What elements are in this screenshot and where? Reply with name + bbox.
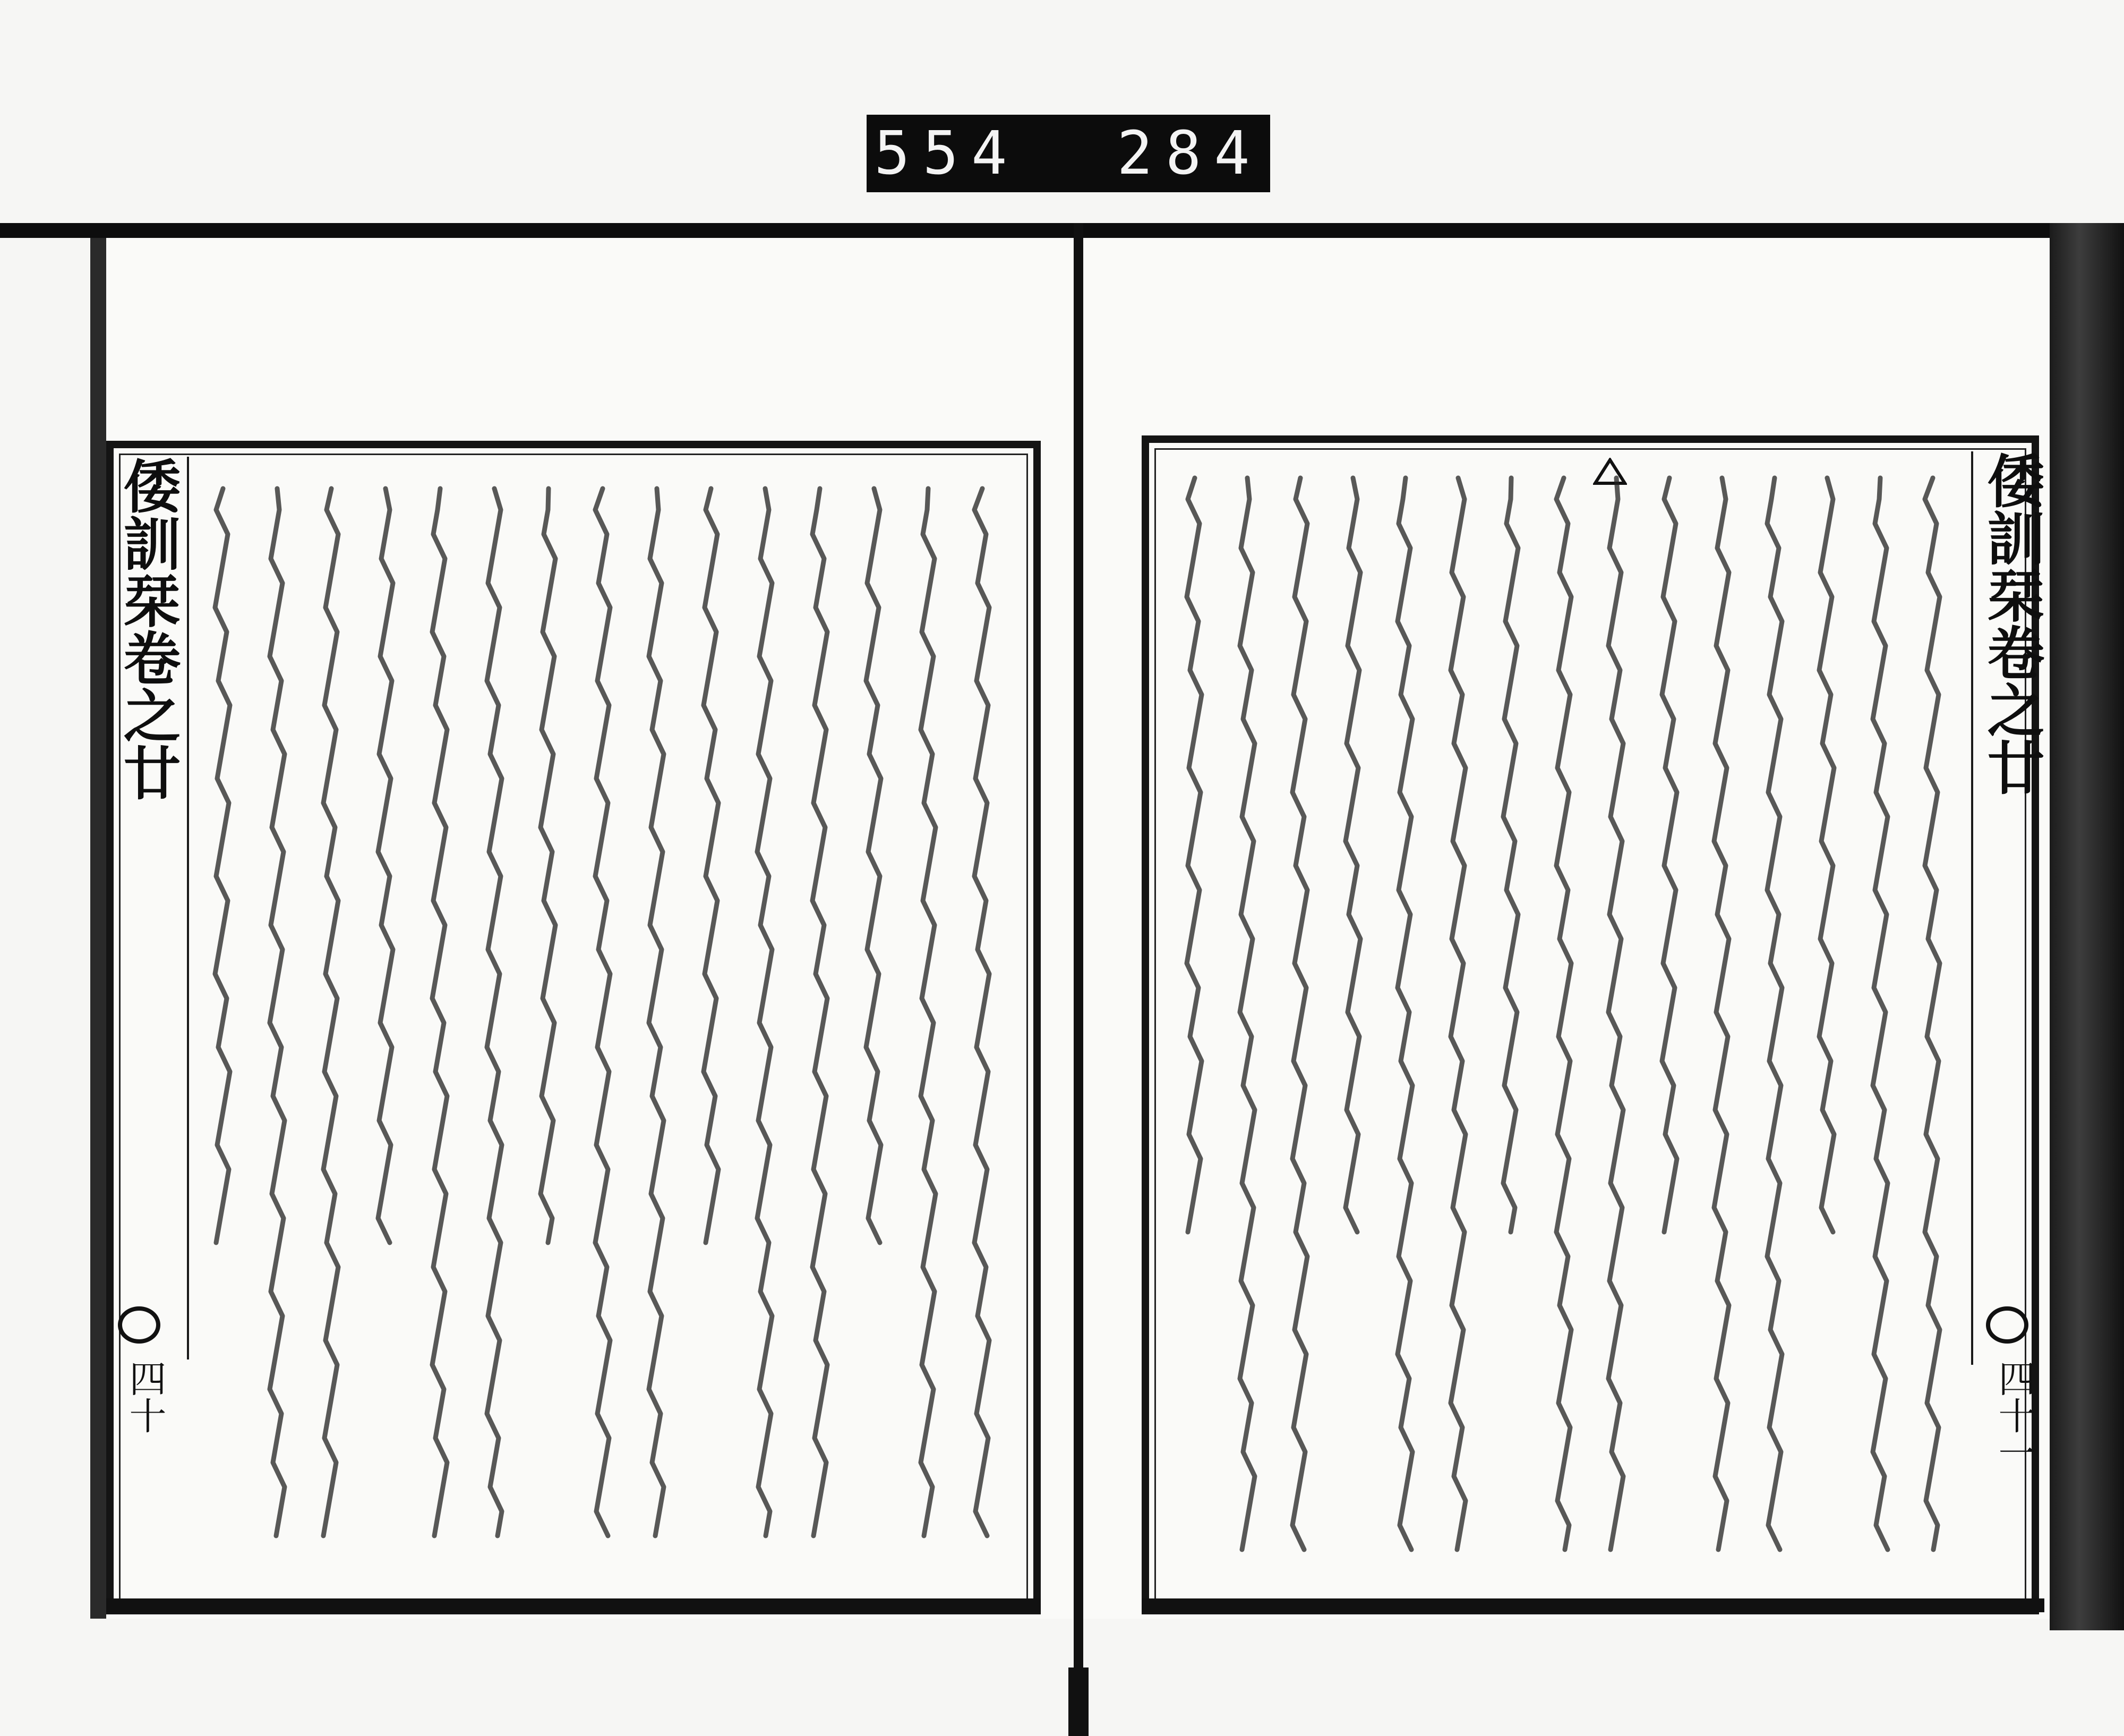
text-column bbox=[473, 478, 516, 1572]
left-page-number: 四十 bbox=[123, 1359, 167, 1434]
page-stack-edge bbox=[2050, 223, 2124, 1630]
text-column bbox=[1595, 467, 1638, 1572]
archive-label: 554 284 bbox=[867, 115, 1270, 192]
right-bottom-rule bbox=[1142, 1598, 2044, 1612]
text-column bbox=[636, 478, 678, 1572]
text-column bbox=[1701, 467, 1743, 1572]
text-column bbox=[1543, 467, 1585, 1572]
text-column bbox=[1806, 467, 1848, 1572]
text-column bbox=[799, 478, 841, 1572]
text-column bbox=[907, 478, 949, 1572]
text-column bbox=[202, 478, 244, 1572]
text-column bbox=[419, 478, 461, 1572]
left-circle-mark bbox=[118, 1306, 160, 1344]
text-column bbox=[1437, 467, 1479, 1572]
text-column bbox=[1384, 467, 1427, 1572]
text-column bbox=[310, 478, 353, 1572]
right-circle-mark bbox=[1986, 1306, 2028, 1344]
right-margin-title: 倭訓栞卷之廿 bbox=[1971, 451, 2051, 1365]
text-column bbox=[1753, 467, 1796, 1572]
text-column bbox=[1226, 467, 1269, 1572]
text-column bbox=[690, 478, 732, 1572]
text-column bbox=[364, 478, 407, 1572]
spread-top-edge bbox=[0, 223, 2124, 238]
book-spine bbox=[1074, 223, 1083, 1689]
spine-tab bbox=[1068, 1667, 1089, 1736]
text-column bbox=[1648, 467, 1691, 1572]
text-column bbox=[1490, 467, 1532, 1572]
text-column bbox=[527, 478, 570, 1572]
text-column bbox=[961, 478, 1004, 1572]
text-column bbox=[1174, 467, 1216, 1572]
text-column bbox=[1859, 467, 1902, 1572]
left-text-frame bbox=[106, 441, 1041, 1614]
text-column bbox=[1332, 467, 1374, 1572]
right-text-frame bbox=[1142, 435, 2039, 1614]
left-bottom-rule bbox=[106, 1598, 1041, 1612]
text-column bbox=[744, 478, 786, 1572]
text-column bbox=[256, 478, 298, 1572]
text-column bbox=[1912, 467, 1954, 1572]
text-column bbox=[853, 478, 895, 1572]
left-margin-title: 倭訓栞卷之廿 bbox=[109, 457, 189, 1359]
right-page-number: 四十一 bbox=[1992, 1359, 2036, 1471]
text-column bbox=[1279, 467, 1322, 1572]
text-column bbox=[581, 478, 624, 1572]
